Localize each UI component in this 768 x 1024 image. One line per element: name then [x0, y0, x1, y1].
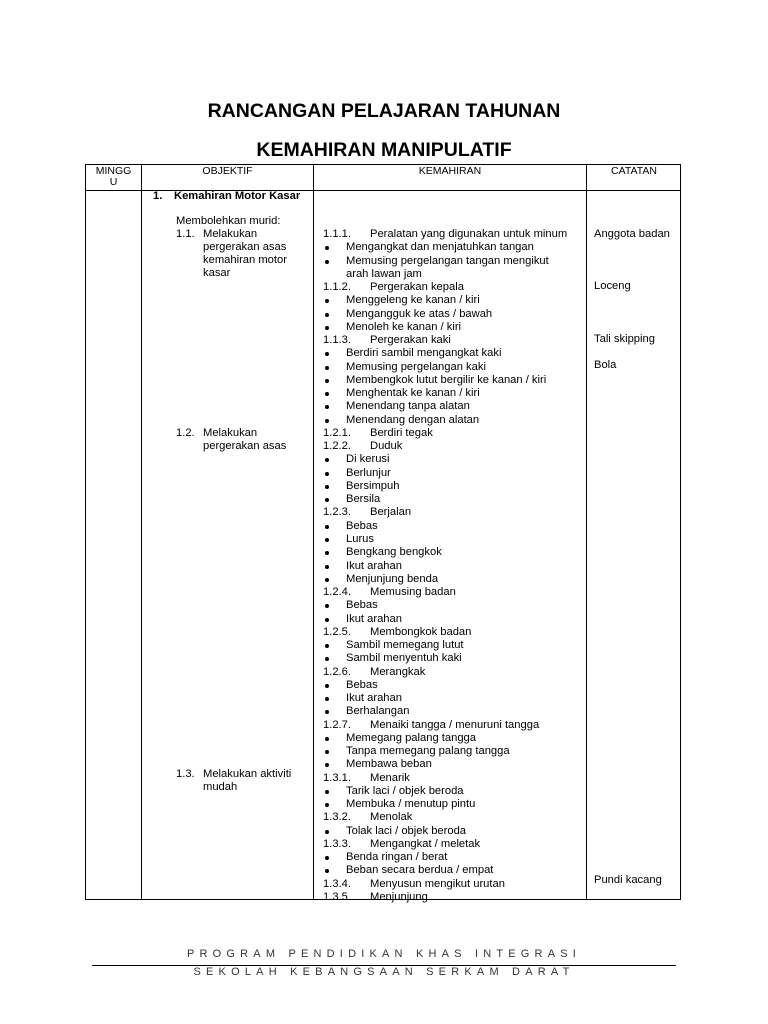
skill-item: Bersila	[346, 493, 381, 506]
skill-item: Benda ringan / berat	[346, 851, 448, 864]
bullet-icon	[325, 472, 329, 476]
skill-item: Menendang dengan alatan	[346, 413, 480, 426]
bullet-icon	[325, 458, 329, 462]
skill-heading: Menaiki tangga / menuruni tangga	[370, 718, 540, 731]
skill-number: 1.2.2.	[323, 440, 351, 453]
skill-item: Sambil memegang lutut	[346, 639, 464, 652]
skill-item: Menghentak ke kanan / kiri	[346, 387, 480, 400]
bullet-icon	[325, 869, 329, 873]
skill-number: 1.2.5.	[323, 625, 351, 638]
skill-item: Bebas	[346, 678, 378, 691]
skill-item: Memegang palang tangga	[346, 731, 477, 744]
skill-item: Menendang tanpa alatan	[346, 400, 470, 413]
bullet-icon	[325, 684, 329, 688]
objective-text: kemahiran motor	[203, 254, 287, 266]
bullet-icon	[325, 737, 329, 741]
skill-heading: Memusing badan	[370, 586, 456, 599]
skill-heading: Menjunjung	[370, 891, 428, 903]
skill-number: 1.3.3.	[323, 837, 351, 850]
skill-number: 1.2.3.	[323, 506, 351, 519]
bullet-icon	[325, 710, 329, 714]
skill-number: 1.2.6.	[323, 665, 351, 678]
footer-program: PROGRAM PENDIDIKAN KHAS INTEGRASI	[186, 948, 582, 960]
catatan-item: Loceng	[594, 280, 631, 292]
skill-item-continued: arah lawan jam	[346, 267, 422, 280]
bullet-icon	[325, 604, 329, 608]
skill-item: Tolak laci / objek beroda	[346, 824, 467, 837]
objective-text: pergerakan asas	[203, 440, 287, 452]
skill-heading: Mengangkat / meletak	[370, 837, 481, 850]
header-minggu	[86, 165, 141, 190]
skill-item: Membawa beban	[346, 758, 432, 771]
skill-item: Bengkang bengkok	[346, 546, 442, 559]
document-subtitle: KEMAHIRAN MANIPULATIF	[256, 139, 512, 161]
objective-text: Melakukan aktiviti	[203, 768, 292, 780]
catatan-item: Bola	[594, 359, 617, 371]
objektif-intro: Membolehkan murid:	[176, 215, 281, 227]
lesson-plan-table	[85, 164, 681, 903]
skill-heading: Berjalan	[370, 506, 412, 519]
objective-text: pergerakan asas	[203, 241, 287, 253]
objective-number: 1.2.	[176, 427, 195, 439]
bullet-icon	[325, 578, 329, 582]
catatan-item: Pundi kacang	[594, 874, 662, 886]
bullet-icon	[325, 790, 329, 794]
skill-item: Memusing pergelangan kaki	[346, 360, 486, 373]
skill-item: Sambil menyentuh kaki	[346, 652, 462, 665]
column-divider	[586, 165, 587, 899]
skill-item: Tarik laci / objek beroda	[346, 784, 464, 797]
skill-item: Menoleh ke kanan / kiri	[346, 320, 462, 333]
column-divider	[313, 165, 314, 899]
skill-heading: Pergerakan kepala	[370, 281, 464, 294]
catatan-item: Anggota badan	[594, 228, 670, 240]
bullet-icon	[325, 538, 329, 542]
header-minggu-line1: MINGG	[95, 165, 132, 177]
skill-item: Berlunjur	[346, 466, 391, 479]
bullet-icon	[325, 525, 329, 529]
bullet-icon	[325, 379, 329, 383]
header-kemahiran: KEMAHIRAN	[418, 165, 482, 177]
bullet-icon	[325, 485, 329, 489]
header-minggu-line2: U	[109, 176, 118, 188]
skill-item: Bebas	[346, 599, 378, 612]
skill-item: Ikut arahan	[346, 692, 402, 705]
skill-item: Beban secara berdua / empat	[346, 864, 494, 877]
bullet-icon	[325, 246, 329, 250]
bullet-icon	[325, 313, 329, 317]
bullet-icon	[325, 551, 329, 555]
objective-text: kasar	[203, 267, 231, 279]
skill-number: 1.3.5.	[323, 891, 351, 903]
skill-item: Menjunjung benda	[346, 572, 439, 585]
skill-heading: Berdiri tegak	[370, 426, 433, 439]
skill-heading: Peralatan yang digunakan untuk minum	[370, 228, 568, 240]
skill-item: Membuka / menutup pintu	[346, 798, 476, 811]
skill-heading: Menolak	[370, 811, 413, 824]
skill-number: 1.3.1.	[323, 771, 351, 784]
skill-item: Ikut arahan	[346, 612, 402, 625]
skill-item: Tanpa memegang palang tangga	[346, 745, 510, 758]
bullet-icon	[325, 419, 329, 423]
skill-item: Berhalangan	[346, 705, 410, 718]
skill-item: Lurus	[346, 532, 374, 545]
objective-number: 1.1.	[176, 228, 195, 240]
skill-item: Ikut arahan	[346, 559, 402, 572]
bullet-icon	[325, 299, 329, 303]
skill-item: Menggeleng ke kanan / kiri	[346, 294, 480, 307]
skill-heading: Menyusun mengikut urutan	[370, 877, 505, 890]
skill-item: Mengangguk ke atas / bawah	[346, 307, 493, 320]
footer-school: SEKOLAH KEBANGSAAN SERKAM DARAT	[193, 966, 575, 978]
skill-item: Di kerusi	[346, 453, 390, 466]
bullet-icon	[325, 260, 329, 264]
bullet-icon	[325, 644, 329, 648]
bullet-icon	[325, 697, 329, 701]
skill-item: Berdiri sambil mengangkat kaki	[346, 347, 502, 360]
bullet-icon	[325, 856, 329, 860]
skill-heading: Merangkak	[370, 665, 426, 678]
skill-item: Bersimpuh	[346, 479, 400, 492]
skill-item: Memusing pergelangan tangan mengikut	[346, 254, 549, 267]
bullet-icon	[325, 763, 329, 767]
catatan-item: Tali skipping	[594, 333, 655, 345]
objective-text: Melakukan	[203, 427, 258, 439]
objective-text: Melakukan	[203, 228, 258, 240]
skill-heading: Pergerakan kaki	[370, 334, 451, 347]
skill-number: 1.3.2.	[323, 811, 351, 824]
skill-number: 1.1.2.	[323, 281, 351, 294]
objective-number: 1.3.	[176, 768, 195, 780]
skill-heading: Menarik	[370, 771, 410, 784]
bullet-icon	[325, 803, 329, 807]
skill-heading: Duduk	[370, 440, 403, 453]
bullet-icon	[325, 392, 329, 396]
bullet-icon	[325, 830, 329, 834]
skill-number: 1.1.1.	[323, 228, 351, 240]
skill-item: Membengkok lutut bergilir ke kanan / kiri	[346, 373, 547, 386]
skill-item: Bebas	[346, 519, 378, 532]
objective-text: mudah	[203, 781, 238, 793]
skill-number: 1.2.7.	[323, 718, 351, 731]
document-title: RANCANGAN PELAJARAN TAHUNAN	[207, 100, 561, 122]
bullet-icon	[325, 405, 329, 409]
bullet-icon	[325, 750, 329, 754]
bullet-icon	[325, 565, 329, 569]
column-divider	[141, 165, 142, 899]
bullet-icon	[325, 657, 329, 661]
skill-number: 1.3.4.	[323, 877, 351, 890]
section-number: 1.	[153, 190, 163, 202]
skill-number: 1.2.1.	[323, 426, 351, 439]
bullet-icon	[325, 326, 329, 330]
section-title: Kemahiran Motor Kasar	[174, 190, 301, 202]
skill-heading: Membongkok badan	[370, 625, 472, 638]
skill-number: 1.1.3.	[323, 334, 351, 347]
bullet-icon	[325, 352, 329, 356]
bullet-icon	[325, 618, 329, 622]
skill-number: 1.2.4.	[323, 586, 351, 599]
header-catatan: CATATAN	[611, 165, 657, 177]
skill-item: Mengangkat dan menjatuhkan tangan	[346, 241, 534, 254]
bullet-icon	[325, 366, 329, 370]
bullet-icon	[325, 498, 329, 502]
header-objektif: OBJEKTIF	[202, 165, 253, 177]
